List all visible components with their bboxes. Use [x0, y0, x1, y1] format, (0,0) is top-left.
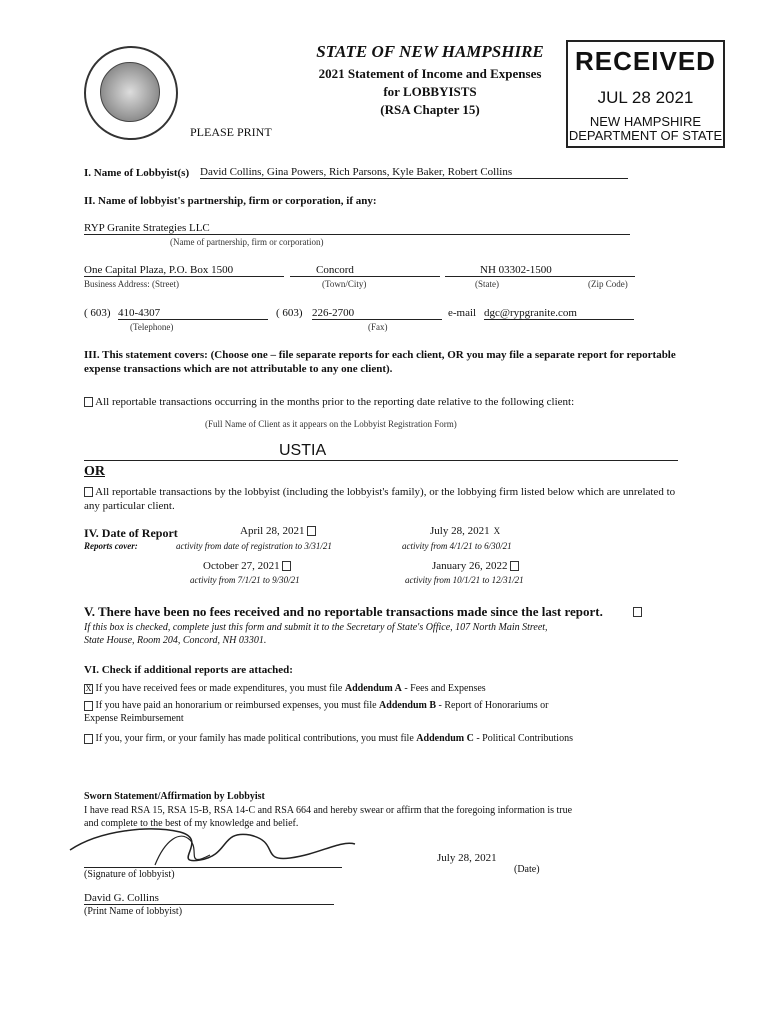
client-option: [84, 396, 574, 408]
print-name-value[interactable]: David G. Collins: [84, 892, 334, 905]
fax-value[interactable]: 226-2700: [312, 307, 442, 320]
received-stamp: [566, 40, 725, 148]
address-city[interactable]: Concord: [290, 264, 440, 277]
client-caption: (Full Name of Client as it appears on the Lobbyist Registration Form): [205, 419, 457, 429]
address-state-zip[interactable]: NH 03302-1500: [445, 264, 635, 277]
client-checkbox[interactable]: [84, 397, 93, 407]
additional-reports-label: VI. Check if additional reports are attached:: [84, 664, 293, 676]
addendum-c-text1: If you, your firm, or your family has made political contributions, you must file: [95, 733, 417, 744]
addendum-b-text3: Expense Reimbursement: [84, 713, 184, 724]
signature-image: [60, 820, 360, 870]
report-date-4-note: activity from 10/1/21 to 12/31/21: [405, 575, 524, 585]
state-seal: [84, 46, 178, 140]
sworn-text-1: I have read RSA 15, RSA 15-B, RSA 14-C and RSA 664 and hereby swear or affirm that the foregoing information is true: [84, 805, 573, 816]
report-date-1-text: April 28, 2021: [240, 525, 305, 537]
no-fees-note-1: If this box is checked, complete just this form and submit it to the Secretary of State's Office, 107 North Main Street,: [84, 622, 548, 633]
signature-caption: (Signature of lobbyist): [84, 869, 175, 880]
form-state-title: STATE OF NEW HAMPSHIRE: [316, 42, 544, 61]
addendum-c-checkbox[interactable]: [84, 734, 93, 744]
phone-value[interactable]: 410-4307: [118, 307, 268, 320]
address-street[interactable]: One Capital Plaza, P.O. Box 1500: [84, 264, 284, 277]
report-date-2-note: activity from 4/1/21 to 6/30/21: [402, 541, 512, 551]
zip-caption: (Zip Code): [588, 279, 628, 289]
phone-area: ( 603): [84, 307, 111, 319]
sworn-label: Sworn Statement/Affirmation by Lobbyist: [84, 791, 265, 802]
client-value: USTIA: [279, 442, 327, 459]
report-date-1-note: activity from date of registration to 3/31/21: [176, 541, 332, 551]
addendum-c-text2: - Political Contributions: [473, 733, 573, 744]
or-label: OR: [84, 464, 105, 479]
client-option-text: All reportable transactions occurring in the months prior to the reporting date relative to the following client:: [95, 396, 575, 408]
addendum-a-text1: If you have received fees or made expenditures, you must file: [95, 683, 345, 694]
addendum-b-text1: If you have paid an honorarium or reimbursed expenses, you must file: [95, 700, 380, 711]
date-of-report-label: IV. Date of Report: [84, 526, 178, 540]
unrelated-option: [84, 485, 684, 513]
report-date-3-checkbox[interactable]: [282, 561, 291, 571]
section3-label: III. This statement covers: (Choose one – file separate reports for each client, OR you may file a separate report for reportable expense transactions which are not attributable to any one client).: [84, 349, 676, 375]
please-print: PLEASE PRINT: [190, 125, 272, 139]
no-fees-checkbox[interactable]: [633, 607, 642, 617]
addendum-a-bold: Addendum A: [344, 683, 402, 694]
addendum-b-row: [84, 700, 549, 711]
stamp-dept: DEPARTMENT OF STATE: [568, 128, 723, 143]
report-date-4: [432, 560, 519, 572]
reports-cover-label: Reports cover:: [84, 541, 138, 551]
no-fees-note-2: State House, Room 204, Concord, NH 03301.: [84, 635, 267, 646]
addendum-b-checkbox[interactable]: [84, 701, 93, 711]
firm-label: II. Name of lobbyist's partnership, firm or corporation, if any:: [84, 195, 377, 207]
client-field[interactable]: [84, 442, 678, 461]
form-rsa: (RSA Chapter 15): [380, 102, 480, 117]
firm-caption: (Name of partnership, firm or corporation): [170, 237, 324, 247]
report-date-4-checkbox[interactable]: [510, 561, 519, 571]
fax-caption: (Fax): [368, 322, 388, 332]
report-date-2-checkbox[interactable]: X: [493, 526, 501, 537]
form-subtitle: for LOBBYISTS: [383, 84, 477, 99]
report-date-2-text: July 28, 2021: [430, 525, 490, 537]
addendum-a-row: [84, 683, 486, 694]
report-date-1: [240, 525, 316, 537]
sworn-date[interactable]: July 28, 2021: [437, 852, 497, 864]
addendum-c-row: [84, 733, 573, 744]
stamp-date: JUL 28 2021: [597, 88, 694, 107]
addendum-b-text2: - Report of Honorariums or: [436, 700, 549, 711]
addendum-a-checkbox[interactable]: X: [85, 683, 92, 693]
no-fees-label: V. There have been no fees received and no reportable transactions made since the last report.: [84, 604, 603, 619]
unrelated-checkbox[interactable]: [84, 487, 93, 497]
email-label: e-mail: [448, 307, 477, 319]
signature-line[interactable]: [84, 866, 342, 868]
lobbyist-name-value[interactable]: David Collins, Gina Powers, Rich Parsons, Kyle Baker, Robert Collins: [200, 166, 628, 179]
date-caption: (Date): [514, 864, 540, 875]
stamp-received: RECEIVED: [575, 46, 716, 76]
sworn-text-2: and complete to the best of my knowledge and belief.: [84, 818, 299, 829]
stamp-state: NEW HAMPSHIRE: [589, 114, 702, 129]
report-date-2: [430, 525, 501, 537]
unrelated-option-text: All reportable transactions by the lobbyist (including the lobbyist's family), or the lobbying firm listed below which are unrelated to any particular client.: [84, 486, 676, 512]
email-value[interactable]: dgc@rypgranite.com: [484, 307, 634, 320]
addendum-a-text2: - Fees and Expenses: [401, 683, 486, 694]
report-date-3-note: activity from 7/1/21 to 9/30/21: [190, 575, 300, 585]
print-name-caption: (Print Name of lobbyist): [84, 906, 183, 917]
report-date-1-checkbox[interactable]: [307, 526, 316, 536]
state-caption: (State): [475, 279, 499, 289]
address-caption: Business Address: (Street): [84, 279, 179, 289]
fax-area: ( 603): [276, 307, 303, 319]
firm-value[interactable]: RYP Granite Strategies LLC: [84, 222, 630, 235]
phone-caption: (Telephone): [130, 322, 174, 332]
report-date-3-text: October 27, 2021: [203, 560, 280, 572]
addendum-b-bold: Addendum B: [379, 700, 437, 711]
lobbyist-name-label: I. Name of Lobbyist(s): [84, 167, 190, 179]
city-caption: (Town/City): [322, 279, 367, 289]
report-date-4-text: January 26, 2022: [432, 560, 508, 572]
form-title: 2021 Statement of Income and Expenses: [318, 66, 542, 81]
addendum-c-bold: Addendum C: [416, 733, 474, 744]
report-date-3: [203, 560, 291, 572]
